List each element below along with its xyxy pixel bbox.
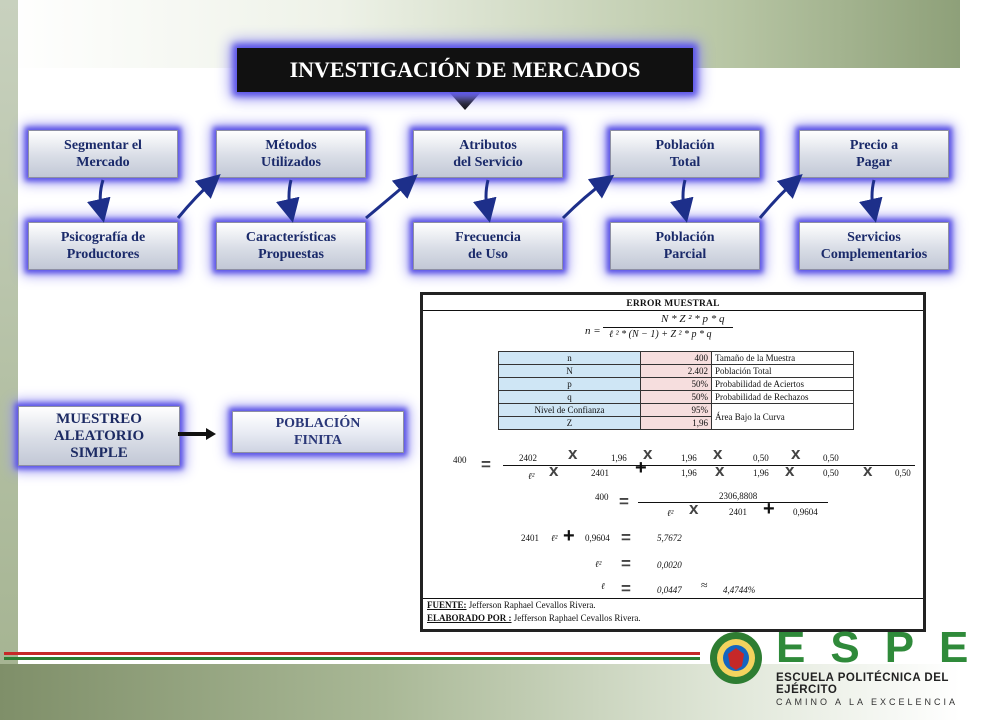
variables-table	[498, 351, 854, 430]
plus-sign: +	[563, 525, 575, 547]
calc-step2-num: 2306,8808	[719, 491, 758, 501]
calc-den: 1,96	[681, 468, 697, 478]
plus-sign: +	[763, 498, 775, 520]
calc-num: 2402	[519, 453, 537, 463]
arrow-down-1	[100, 180, 103, 214]
table-row: n 400 Tamaño de la Muestra	[499, 352, 854, 365]
table-row: Nivel de Confianza 95% Área Bajo la Curva	[499, 404, 854, 417]
flow-arrows	[0, 0, 960, 300]
calc-num: 1,96	[611, 453, 627, 463]
arrow-down-3	[486, 180, 488, 214]
calc-step3: 2401	[521, 533, 539, 543]
fuente-value: Jefferson Raphael Cevallos Rivera.	[468, 600, 596, 610]
box-caracteristicas-propuestas[interactable]: Características Propuestas	[216, 222, 366, 270]
fraction-bar	[503, 465, 915, 466]
times-sign: x	[568, 444, 578, 463]
ell-symbol: ℓ	[601, 581, 605, 591]
box-servicios-complementarios[interactable]: Servicios Complementarios	[799, 222, 949, 270]
calc-num: 0,50	[753, 453, 769, 463]
fuente-line	[427, 600, 915, 610]
espe-seal-icon	[708, 630, 764, 686]
divider	[423, 310, 923, 311]
approx-sign: ≈	[701, 578, 708, 592]
calc-num: 0,50	[823, 453, 839, 463]
calc-den: 0,50	[895, 468, 911, 478]
times-sign: x	[549, 461, 559, 480]
calc-step2-den: 0,9604	[793, 507, 818, 517]
page-title: INVESTIGACIÓN DE MERCADOS	[237, 48, 693, 92]
error-muestral-table	[420, 292, 926, 632]
box-precio-pagar[interactable]: Precio a Pagar	[799, 130, 949, 178]
calc-step2-den: 2401	[729, 507, 747, 517]
arrow-diag-1	[178, 180, 214, 218]
calc-step3: 0,9604	[585, 533, 610, 543]
table-row: Z 1,96	[499, 417, 854, 430]
box-segmentar-mercado[interactable]: Segmentar el Mercado	[28, 130, 178, 178]
elaborado-label: ELABORADO POR :	[427, 613, 512, 623]
arrow-down-2	[289, 180, 291, 214]
formula-numerator: N * Z ² * p * q	[661, 313, 725, 325]
equals-sign: =	[621, 528, 631, 547]
arrow-diag-2	[366, 180, 411, 218]
calc-n: 400	[453, 455, 467, 465]
box-muestreo-aleatorio[interactable]: MUESTREO ALEATORIO SIMPLE	[18, 406, 180, 466]
calc-step5-a: 0,0447	[657, 585, 682, 595]
equals-sign: =	[481, 455, 491, 474]
ell-squared: ℓ²	[595, 559, 602, 569]
box-frecuencia-uso[interactable]: Frecuencia de Uso	[413, 222, 563, 270]
elaborado-line	[427, 613, 915, 623]
table-row: p 50% Probabilidad de Aciertos	[499, 378, 854, 391]
calc-den: 0,50	[823, 468, 839, 478]
calc-step2-n: 400	[595, 492, 609, 502]
formula-lhs: n =	[585, 325, 601, 337]
fuente-label: FUENTE:	[427, 600, 467, 610]
stripe-green	[4, 657, 700, 660]
times-sign: x	[713, 444, 723, 463]
equals-sign: =	[621, 554, 631, 573]
box-psicografia-productores[interactable]: Psicografía de Productores	[28, 222, 178, 270]
formula-bar	[603, 327, 733, 328]
espe-name: ESCUELA POLITÉCNICA DEL EJÉRCITO	[776, 672, 949, 696]
espe-letters: ESPE	[776, 623, 993, 672]
times-sign: x	[715, 461, 725, 480]
box-poblacion-parcial[interactable]: Población Parcial	[610, 222, 760, 270]
table-row: N 2.402 Población Total	[499, 365, 854, 378]
table-row: q 50% Probabilidad de Rechazos	[499, 391, 854, 404]
fraction-bar	[638, 502, 828, 503]
equals-sign: =	[621, 579, 631, 598]
divider	[423, 598, 923, 599]
ell-squared: ℓ²	[667, 508, 674, 518]
calc-step4-result: 0,0020	[657, 560, 682, 570]
arrow-down-4	[683, 180, 685, 214]
formula-denominator: ℓ ² * (N − 1) + Z ² * p * q	[609, 329, 712, 340]
times-sign: x	[785, 461, 795, 480]
box-metodos-utilizados[interactable]: Métodos Utilizados	[216, 130, 366, 178]
equals-sign: =	[619, 492, 629, 511]
box-poblacion-finita[interactable]: POBLACIÓN FINITA	[232, 411, 404, 453]
calc-num: 1,96	[681, 453, 697, 463]
box-poblacion-total[interactable]: Población Total	[610, 130, 760, 178]
times-sign: x	[863, 461, 873, 480]
espe-motto: CAMINO A LA EXCELENCIA	[776, 697, 959, 707]
ell-squared: ℓ²	[528, 471, 535, 481]
arrow-diag-4	[760, 180, 796, 218]
box-atributos-servicio[interactable]: Atributos del Servicio	[413, 130, 563, 178]
table-title: ERROR MUESTRAL	[626, 299, 720, 309]
calc-den: 1,96	[753, 468, 769, 478]
ell-squared: ℓ²	[551, 533, 558, 543]
calc-step3-result: 5,7672	[657, 533, 682, 543]
calc-den: 2401	[591, 468, 609, 478]
stripe-red	[4, 652, 700, 655]
plus-sign: +	[635, 457, 647, 479]
times-sign: x	[791, 444, 801, 463]
times-sign: x	[689, 499, 699, 518]
arrow-down-5	[872, 180, 874, 214]
elaborado-value: Jefferson Raphael Cevallos Rivera.	[513, 613, 641, 623]
calc-step5-b: 4,4744%	[723, 585, 756, 595]
espe-logo	[776, 623, 993, 707]
times-sign: x	[643, 444, 653, 463]
arrow-diag-3	[563, 180, 607, 218]
